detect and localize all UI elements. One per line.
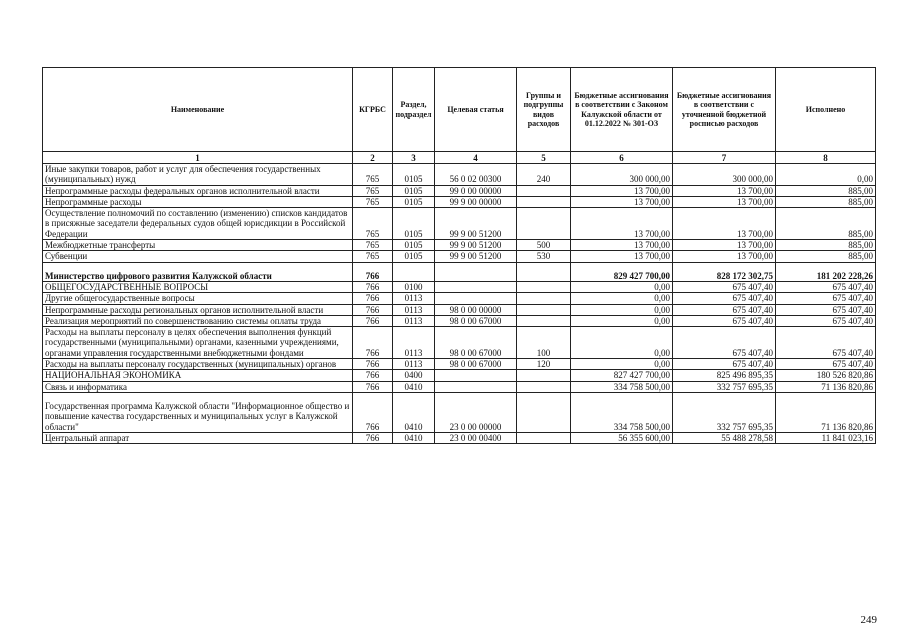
row-name-cell: Центральный аппарат <box>43 432 353 443</box>
row-law-amount-cell: 0,00 <box>571 304 673 315</box>
header-expense-group: Группы и подгруппы видов расходов <box>517 68 571 152</box>
column-number: 2 <box>353 152 393 164</box>
row-name-cell: Непрограммные расходы федеральных органов исполнительной власти <box>43 185 353 196</box>
row-razdel-cell: 0105 <box>393 208 435 240</box>
row-razdel-cell: 0105 <box>393 164 435 186</box>
row-law-amount-cell: 13 700,00 <box>571 251 673 262</box>
row-target-article-cell: 99 9 00 00000 <box>435 196 517 207</box>
row-executed-amount-cell: 885,00 <box>776 196 876 207</box>
row-expense-group-cell <box>517 392 571 432</box>
column-number: 5 <box>517 152 571 164</box>
row-law-amount-cell: 827 427 700,00 <box>571 370 673 381</box>
row-kgrbs-cell: 766 <box>353 327 393 359</box>
header-name: Наименование <box>43 68 353 152</box>
row-expense-group-cell <box>517 196 571 207</box>
row-law-amount-cell: 13 700,00 <box>571 185 673 196</box>
row-razdel-cell: 0105 <box>393 251 435 262</box>
row-executed-amount-cell: 885,00 <box>776 240 876 251</box>
row-expense-group-cell <box>517 185 571 196</box>
table-row <box>43 185 876 196</box>
row-name-cell: Расходы на выплаты персоналу государственных (муниципальных) органов <box>43 359 353 370</box>
header-revised-allocations: Бюджетные ассигнования в соответствии с уточненной бюджетной росписью расходов <box>673 68 776 152</box>
table-row <box>43 370 876 381</box>
row-expense-group-cell <box>517 381 571 392</box>
row-revised-amount-cell: 300 000,00 <box>673 164 776 186</box>
row-name-cell: Межбюджетные трансферты <box>43 240 353 251</box>
row-kgrbs-cell: 766 <box>353 432 393 443</box>
table-row <box>43 381 876 392</box>
row-executed-amount-cell: 180 526 820,86 <box>776 370 876 381</box>
row-razdel-cell: 0113 <box>393 327 435 359</box>
row-target-article-cell: 99 0 00 00000 <box>435 185 517 196</box>
row-revised-amount-cell: 55 488 278,58 <box>673 432 776 443</box>
row-expense-group-cell <box>517 304 571 315</box>
row-target-article-cell: 23 0 00 00000 <box>435 392 517 432</box>
row-kgrbs-cell: 766 <box>353 315 393 326</box>
row-name-cell: Осуществление полномочий по составлению (изменению) списков кандидатов в присяжные заседатели федеральных судов общей юрисдикции в Российской Федерации <box>43 208 353 240</box>
row-law-amount-cell: 13 700,00 <box>571 240 673 251</box>
row-name-cell: Связь и информатика <box>43 381 353 392</box>
row-revised-amount-cell: 332 757 695,35 <box>673 381 776 392</box>
row-revised-amount-cell: 825 496 895,35 <box>673 370 776 381</box>
column-number: 7 <box>673 152 776 164</box>
row-target-article-cell: 99 9 00 51200 <box>435 251 517 262</box>
row-executed-amount-cell: 675 407,40 <box>776 281 876 292</box>
row-kgrbs-cell: 766 <box>353 370 393 381</box>
row-target-article-cell: 99 9 00 51200 <box>435 208 517 240</box>
row-expense-group-cell: 240 <box>517 164 571 186</box>
row-name-cell: НАЦИОНАЛЬНАЯ ЭКОНОМИКА <box>43 370 353 381</box>
row-law-amount-cell: 334 758 500,00 <box>571 381 673 392</box>
row-razdel-cell: 0100 <box>393 281 435 292</box>
row-executed-amount-cell: 71 136 820,86 <box>776 381 876 392</box>
row-target-article-cell <box>435 262 517 281</box>
row-revised-amount-cell: 13 700,00 <box>673 240 776 251</box>
row-executed-amount-cell: 675 407,40 <box>776 315 876 326</box>
row-revised-amount-cell: 332 757 695,35 <box>673 392 776 432</box>
row-kgrbs-cell: 765 <box>353 208 393 240</box>
row-target-article-cell <box>435 293 517 304</box>
header-executed: Исполнено <box>776 68 876 152</box>
row-law-amount-cell: 13 700,00 <box>571 208 673 240</box>
row-name-cell: Непрограммные расходы <box>43 196 353 207</box>
row-kgrbs-cell: 766 <box>353 293 393 304</box>
row-expense-group-cell: 120 <box>517 359 571 370</box>
row-razdel-cell <box>393 262 435 281</box>
row-revised-amount-cell: 675 407,40 <box>673 359 776 370</box>
row-executed-amount-cell: 675 407,40 <box>776 304 876 315</box>
column-number: 4 <box>435 152 517 164</box>
row-razdel-cell: 0105 <box>393 196 435 207</box>
row-revised-amount-cell: 13 700,00 <box>673 196 776 207</box>
row-executed-amount-cell: 71 136 820,86 <box>776 392 876 432</box>
row-razdel-cell: 0400 <box>393 370 435 381</box>
header-row <box>43 68 876 152</box>
row-expense-group-cell <box>517 208 571 240</box>
row-name-cell: Расходы на выплаты персоналу в целях обеспечения выполнения функций государственными (муниципальными) органами, казенными учреждениями, органами управления государственными внебюджетными фондами <box>43 327 353 359</box>
row-executed-amount-cell: 11 841 023,16 <box>776 432 876 443</box>
row-name-cell: Другие общегосударственные вопросы <box>43 293 353 304</box>
row-revised-amount-cell: 675 407,40 <box>673 327 776 359</box>
row-expense-group-cell <box>517 315 571 326</box>
table-row <box>43 359 876 370</box>
row-kgrbs-cell: 765 <box>353 251 393 262</box>
row-revised-amount-cell: 13 700,00 <box>673 251 776 262</box>
row-law-amount-cell: 56 355 600,00 <box>571 432 673 443</box>
column-number-row <box>43 152 876 164</box>
row-name-cell: Субвенции <box>43 251 353 262</box>
column-number: 3 <box>393 152 435 164</box>
table-row <box>43 196 876 207</box>
row-kgrbs-cell: 766 <box>353 381 393 392</box>
row-executed-amount-cell: 885,00 <box>776 185 876 196</box>
row-target-article-cell <box>435 370 517 381</box>
header-target-article: Целевая статья <box>435 68 517 152</box>
row-expense-group-cell <box>517 281 571 292</box>
row-expense-group-cell: 530 <box>517 251 571 262</box>
row-executed-amount-cell: 675 407,40 <box>776 293 876 304</box>
row-law-amount-cell: 300 000,00 <box>571 164 673 186</box>
row-expense-group-cell: 100 <box>517 327 571 359</box>
row-target-article-cell <box>435 381 517 392</box>
row-name-cell: Министерство цифрового развития Калужской области <box>43 262 353 281</box>
row-razdel-cell: 0410 <box>393 381 435 392</box>
row-law-amount-cell: 829 427 700,00 <box>571 262 673 281</box>
row-law-amount-cell: 0,00 <box>571 327 673 359</box>
table-row <box>43 281 876 292</box>
row-name-cell: Иные закупки товаров, работ и услуг для обеспечения государственных (муниципальных) нужд <box>43 164 353 186</box>
row-razdel-cell: 0113 <box>393 293 435 304</box>
row-kgrbs-cell: 766 <box>353 359 393 370</box>
row-revised-amount-cell: 13 700,00 <box>673 185 776 196</box>
row-expense-group-cell <box>517 262 571 281</box>
row-expense-group-cell <box>517 432 571 443</box>
row-expense-group-cell: 500 <box>517 240 571 251</box>
row-razdel-cell: 0410 <box>393 432 435 443</box>
row-razdel-cell: 0410 <box>393 392 435 432</box>
table-body <box>43 164 876 444</box>
row-revised-amount-cell: 675 407,40 <box>673 281 776 292</box>
row-expense-group-cell <box>517 293 571 304</box>
row-law-amount-cell: 0,00 <box>571 315 673 326</box>
row-kgrbs-cell: 765 <box>353 196 393 207</box>
row-razdel-cell: 0113 <box>393 315 435 326</box>
table-row <box>43 262 876 281</box>
row-revised-amount-cell: 675 407,40 <box>673 304 776 315</box>
row-razdel-cell: 0113 <box>393 359 435 370</box>
row-target-article-cell: 98 0 00 67000 <box>435 327 517 359</box>
row-executed-amount-cell: 0,00 <box>776 164 876 186</box>
row-kgrbs-cell: 765 <box>353 240 393 251</box>
row-target-article-cell <box>435 281 517 292</box>
row-kgrbs-cell: 766 <box>353 392 393 432</box>
page-number: 249 <box>860 614 877 626</box>
row-kgrbs-cell: 766 <box>353 304 393 315</box>
row-revised-amount-cell: 675 407,40 <box>673 293 776 304</box>
table-row <box>43 164 876 186</box>
table-row <box>43 315 876 326</box>
column-number: 6 <box>571 152 673 164</box>
row-revised-amount-cell: 828 172 302,75 <box>673 262 776 281</box>
header-kgrbs: КГРБС <box>353 68 393 152</box>
row-name-cell: Непрограммные расходы региональных органов исполнительной власти <box>43 304 353 315</box>
row-name-cell: ОБЩЕГОСУДАРСТВЕННЫЕ ВОПРОСЫ <box>43 281 353 292</box>
row-law-amount-cell: 0,00 <box>571 359 673 370</box>
column-number: 1 <box>43 152 353 164</box>
row-kgrbs-cell: 766 <box>353 281 393 292</box>
table-row <box>43 327 876 359</box>
row-law-amount-cell: 0,00 <box>571 281 673 292</box>
header-razdel: Раздел, подраздел <box>393 68 435 152</box>
row-name-cell: Реализация мероприятий по совершенствованию системы оплаты труда <box>43 315 353 326</box>
row-target-article-cell: 56 0 02 00300 <box>435 164 517 186</box>
row-executed-amount-cell: 885,00 <box>776 208 876 240</box>
row-law-amount-cell: 0,00 <box>571 293 673 304</box>
row-target-article-cell: 23 0 00 00400 <box>435 432 517 443</box>
row-target-article-cell: 98 0 00 67000 <box>435 315 517 326</box>
row-razdel-cell: 0113 <box>393 304 435 315</box>
column-number: 8 <box>776 152 876 164</box>
row-law-amount-cell: 334 758 500,00 <box>571 392 673 432</box>
row-name-cell: Государственная программа Калужской области "Информационное общество и повышение качества государственных и муниципальных услуг в Калужской области" <box>43 392 353 432</box>
row-expense-group-cell <box>517 370 571 381</box>
row-revised-amount-cell: 13 700,00 <box>673 208 776 240</box>
row-executed-amount-cell: 885,00 <box>776 251 876 262</box>
budget-table <box>42 67 876 444</box>
row-target-article-cell: 98 0 00 00000 <box>435 304 517 315</box>
table-row <box>43 392 876 432</box>
row-law-amount-cell: 13 700,00 <box>571 196 673 207</box>
table-row <box>43 208 876 240</box>
row-razdel-cell: 0105 <box>393 185 435 196</box>
row-revised-amount-cell: 675 407,40 <box>673 315 776 326</box>
row-kgrbs-cell: 766 <box>353 262 393 281</box>
row-kgrbs-cell: 765 <box>353 164 393 186</box>
table-row <box>43 251 876 262</box>
header-law-allocations: Бюджетные ассигнования в соответствии с Законом Калужской области от 01.12.2022 № 301-ОЗ <box>571 68 673 152</box>
row-executed-amount-cell: 675 407,40 <box>776 327 876 359</box>
table-row <box>43 304 876 315</box>
row-executed-amount-cell: 181 202 228,26 <box>776 262 876 281</box>
row-kgrbs-cell: 765 <box>353 185 393 196</box>
table-row <box>43 293 876 304</box>
table-row <box>43 432 876 443</box>
row-target-article-cell: 98 0 00 67000 <box>435 359 517 370</box>
row-target-article-cell: 99 9 00 51200 <box>435 240 517 251</box>
row-executed-amount-cell: 675 407,40 <box>776 359 876 370</box>
row-razdel-cell: 0105 <box>393 240 435 251</box>
table-row <box>43 240 876 251</box>
